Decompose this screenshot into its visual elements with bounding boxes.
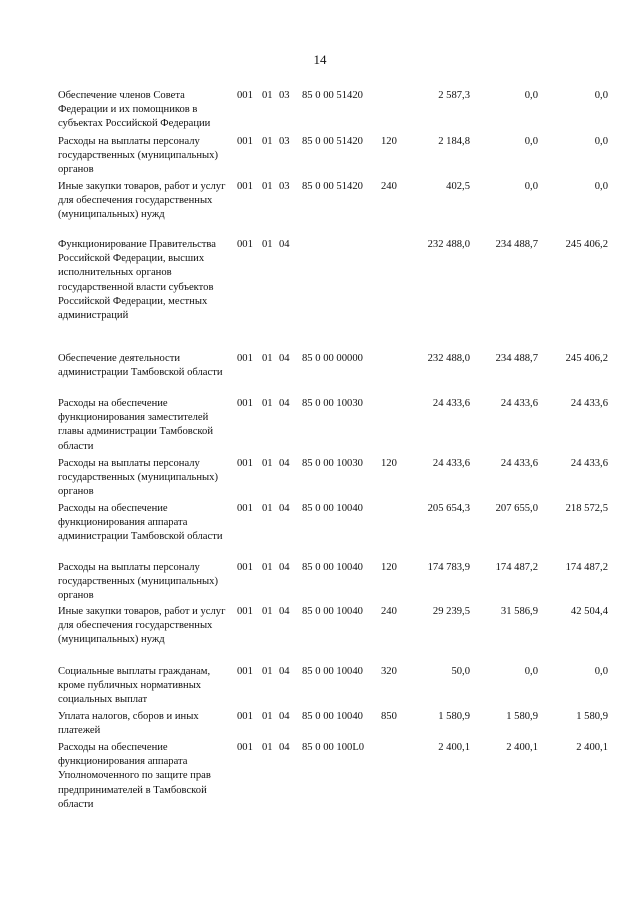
expense-type-code: 120 xyxy=(381,458,397,469)
expense-type-code: 120 xyxy=(381,562,397,573)
row-name: Иные закупки товаров, работ и услуг для обеспечения государственных (муниципальных) нужд xyxy=(58,606,226,646)
subsection-code: 03 xyxy=(279,90,290,101)
section-code: 01 xyxy=(262,136,273,147)
section-code: 01 xyxy=(262,353,273,364)
section-code: 01 xyxy=(262,239,273,250)
subsection-code: 04 xyxy=(279,239,290,250)
amount-year-2: 174 487,2 xyxy=(495,562,538,573)
row-name: Расходы на выплаты персоналу государственных (муниципальных) органов xyxy=(58,136,218,176)
amount-year-1: 174 783,9 xyxy=(427,562,470,573)
amount-year-2: 31 586,9 xyxy=(500,606,538,617)
amount-year-3: 0,0 xyxy=(594,181,608,192)
target-article-code: 85 0 00 10030 xyxy=(302,398,363,409)
grbs-code: 001 xyxy=(237,398,253,409)
amount-year-1: 29 239,5 xyxy=(432,606,470,617)
target-article-code: 85 0 00 00000 xyxy=(302,353,363,364)
row-name: Социальные выплаты гражданам, кроме публичных нормативных социальных выплат xyxy=(58,666,211,706)
amount-year-3: 2 400,1 xyxy=(576,742,608,753)
subsection-code: 04 xyxy=(279,562,290,573)
amount-year-1: 50,0 xyxy=(451,666,470,677)
amount-year-1: 402,5 xyxy=(446,181,470,192)
grbs-code: 001 xyxy=(237,458,253,469)
amount-year-3: 42 504,4 xyxy=(570,606,608,617)
amount-year-2: 234 488,7 xyxy=(495,239,538,250)
row-name: Расходы на обеспечение функционирования аппарата Уполномоченного по защите прав предпринимателей в Тамбовской области xyxy=(58,742,211,810)
amount-year-1: 1 580,9 xyxy=(438,711,470,722)
target-article-code: 85 0 00 51420 xyxy=(302,90,363,101)
grbs-code: 001 xyxy=(237,562,253,573)
row-name: Расходы на обеспечение функционирования заместителей главы администрации Тамбовской области xyxy=(58,398,214,452)
subsection-code: 04 xyxy=(279,353,290,364)
amount-year-2: 1 580,9 xyxy=(506,711,538,722)
amount-year-2: 234 488,7 xyxy=(495,353,538,364)
grbs-code: 001 xyxy=(237,239,253,250)
row-name: Расходы на обеспечение функционирования аппарата администрации Тамбовской области xyxy=(58,503,223,543)
amount-year-3: 245 406,2 xyxy=(565,353,608,364)
expense-type-code: 320 xyxy=(381,666,397,677)
subsection-code: 04 xyxy=(279,398,290,409)
subsection-code: 03 xyxy=(279,136,290,147)
target-article-code: 85 0 00 10030 xyxy=(302,458,363,469)
target-article-code: 85 0 00 51420 xyxy=(302,136,363,147)
amount-year-3: 0,0 xyxy=(594,666,608,677)
amount-year-3: 174 487,2 xyxy=(565,562,608,573)
amount-year-2: 2 400,1 xyxy=(506,742,538,753)
section-code: 01 xyxy=(262,90,273,101)
row-name: Иные закупки товаров, работ и услуг для обеспечения государственных (муниципальных) нужд xyxy=(58,181,226,221)
page-number: 14 xyxy=(313,52,327,67)
target-article-code: 85 0 00 51420 xyxy=(302,181,363,192)
expense-type-code: 120 xyxy=(381,136,397,147)
amount-year-2: 0,0 xyxy=(524,181,538,192)
section-code: 01 xyxy=(262,562,273,573)
amount-year-1: 2 587,3 xyxy=(438,90,470,101)
section-code: 01 xyxy=(262,181,273,192)
grbs-code: 001 xyxy=(237,181,253,192)
section-code: 01 xyxy=(262,711,273,722)
amount-year-3: 24 433,6 xyxy=(570,398,608,409)
amount-year-3: 1 580,9 xyxy=(576,711,608,722)
amount-year-3: 218 572,5 xyxy=(565,503,608,514)
row-name: Функционирование Правительства Российской Федерации, высших исполнительных органов государственной власти субъектов Российской Федерации, местных администраций xyxy=(58,239,216,322)
row-name: Расходы на выплаты персоналу государственных (муниципальных) органов xyxy=(58,458,218,498)
subsection-code: 04 xyxy=(279,666,290,677)
grbs-code: 001 xyxy=(237,136,253,147)
row-name: Уплата налогов, сборов и иных платежей xyxy=(58,711,199,737)
row-name: Обеспечение членов Совета Федерации и их помощников в субъектах Российской Федерации xyxy=(58,90,211,130)
subsection-code: 04 xyxy=(279,458,290,469)
amount-year-2: 207 655,0 xyxy=(495,503,538,514)
amount-year-3: 245 406,2 xyxy=(565,239,608,250)
amount-year-1: 232 488,0 xyxy=(427,353,470,364)
expense-type-code: 240 xyxy=(381,181,397,192)
target-article-code: 85 0 00 10040 xyxy=(302,606,363,617)
target-article-code: 85 0 00 10040 xyxy=(302,711,363,722)
subsection-code: 03 xyxy=(279,181,290,192)
amount-year-2: 0,0 xyxy=(524,90,538,101)
expense-type-code: 850 xyxy=(381,711,397,722)
amount-year-2: 0,0 xyxy=(524,666,538,677)
target-article-code: 85 0 00 10040 xyxy=(302,562,363,573)
subsection-code: 04 xyxy=(279,606,290,617)
target-article-code: 85 0 00 100L0 xyxy=(302,742,365,753)
amount-year-1: 205 654,3 xyxy=(427,503,470,514)
grbs-code: 001 xyxy=(237,503,253,514)
amount-year-1: 24 433,6 xyxy=(432,458,470,469)
section-code: 01 xyxy=(262,666,273,677)
section-code: 01 xyxy=(262,503,273,514)
amount-year-2: 24 433,6 xyxy=(500,398,538,409)
subsection-code: 04 xyxy=(279,711,290,722)
row-name: Расходы на выплаты персоналу государственных (муниципальных) органов xyxy=(58,562,218,602)
amount-year-3: 0,0 xyxy=(594,136,608,147)
row-name: Обеспечение деятельности администрации Тамбовской области xyxy=(58,353,223,379)
grbs-code: 001 xyxy=(237,90,253,101)
amount-year-2: 0,0 xyxy=(524,136,538,147)
section-code: 01 xyxy=(262,398,273,409)
amount-year-1: 2 184,8 xyxy=(438,136,470,147)
section-code: 01 xyxy=(262,742,273,753)
expense-type-code: 240 xyxy=(381,606,397,617)
amount-year-2: 24 433,6 xyxy=(500,458,538,469)
amount-year-3: 0,0 xyxy=(594,90,608,101)
grbs-code: 001 xyxy=(237,742,253,753)
amount-year-1: 2 400,1 xyxy=(438,742,470,753)
section-code: 01 xyxy=(262,606,273,617)
subsection-code: 04 xyxy=(279,742,290,753)
amount-year-1: 232 488,0 xyxy=(427,239,470,250)
grbs-code: 001 xyxy=(237,711,253,722)
amount-year-3: 24 433,6 xyxy=(570,458,608,469)
grbs-code: 001 xyxy=(237,666,253,677)
subsection-code: 04 xyxy=(279,503,290,514)
grbs-code: 001 xyxy=(237,353,253,364)
amount-year-1: 24 433,6 xyxy=(432,398,470,409)
grbs-code: 001 xyxy=(237,606,253,617)
target-article-code: 85 0 00 10040 xyxy=(302,666,363,677)
section-code: 01 xyxy=(262,458,273,469)
target-article-code: 85 0 00 10040 xyxy=(302,503,363,514)
